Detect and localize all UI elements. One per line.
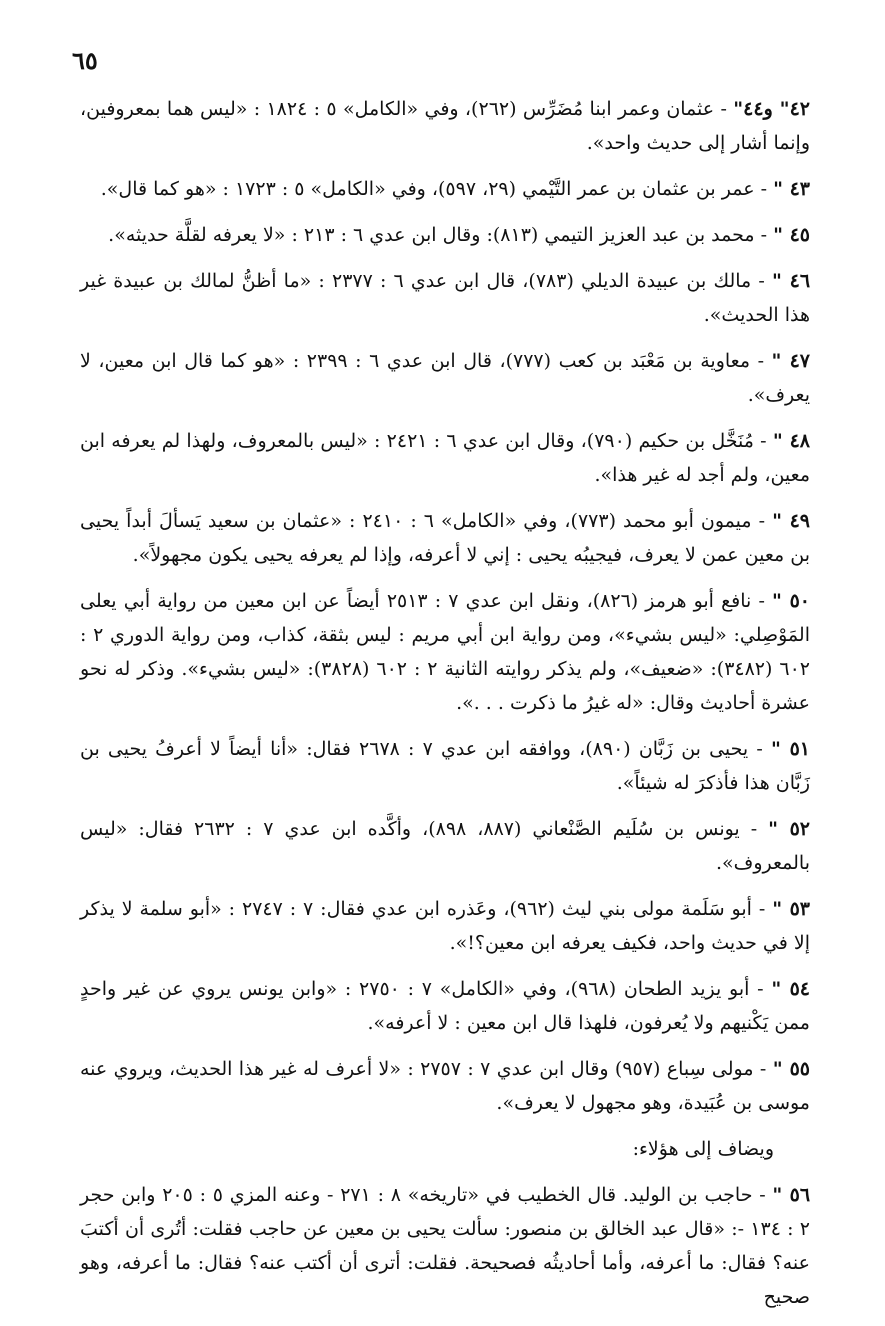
entry-50 (80, 584, 810, 720)
body-text (80, 92, 810, 1326)
entry-52 (80, 812, 810, 880)
entry-number: ٥٥ " (772, 1058, 811, 1080)
entry-45 (80, 218, 810, 252)
entry-text: - حاجب بن الوليد. قال الخطيب في «تاريخه» ٨ : ٢٧١ - وعنه المزي ٥ : ٢٠٥ وابن حجر ٢ : ١٣٤ -: «قال عبد الخالق بن منصور: سألت يحيى بن معين عن حاجب فقلت: أتُرى أن أكتبَ عنه؟ فقال: ما أعرفه، وأما أحاديثُه فصحيحة. فقلت: أترى أن أكتب عنه؟ فقال: ما أعرفه، وهو صحيح (80, 1184, 810, 1308)
entry-text: - أبو سَلَمة مولى بني ليث (٩٦٢)، وعَذره ابن عدي فقال: ٧ : ٢٧٤٧ : «أبو سلمة لا يذكر إلا في حديث واحد، فكيف يعرفه ابن معين؟!». (80, 898, 810, 954)
entry-46 (80, 264, 810, 332)
entry-56 (80, 1178, 810, 1314)
entry-text: - نافع أبو هرمز (٨٢٦)، ونقل ابن عدي ٧ : ٢٥١٣ أيضاً عن ابن معين من رواية أبي يعلى المَوْصِلي: «ليس بشيء»، ومن رواية ابن أبي مريم : ليس بثقة، كذاب، ومن رواية الدوري ٢ : ٦٠٢ (٣٤٨٢): «ضعيف»، ولم يذكر روايته الثانية ٢ : ٦٠٢ (٣٨٢٨): «ليس بشيء». وذكر له نحو عشرة أحاديث وقال: «له غيرُ ما ذكرت . . .». (80, 590, 811, 714)
entry-text: - يحيى بن زَبَّان (٨٩٠)، ووافقه ابن عدي ٧ : ٢٦٧٨ فقال: «أنا أيضاً لا أعرفُ يحيى بن زَبَّان هذا فأذكرَ له شيئاً». (80, 738, 810, 794)
section-intro (80, 1132, 810, 1166)
entry-text: - معاوية بن مَعْبَد بن كعب (٧٧٧)، قال ابن عدي ٦ : ٢٣٩٩ : «هو كما قال ابن معين، لا يعرف». (80, 350, 810, 406)
entry-text: - محمد بن عبد العزيز التيمي (٨١٣): وقال ابن عدي ٦ : ٢١٣ : «لا يعرفه لقلَّة حديثه». (108, 224, 774, 246)
entry-number: ٤٥ " (773, 224, 810, 246)
entry-number: ٥٤ " (771, 978, 811, 1000)
entry-text: - عثمان وعمر ابنا مُضَرِّس (٢٦٢)، وفي «الكامل» ٥ : ١٨٢٤ : «ليس هما بمعروفين، وإنما أشار إلى حديث واحد». (80, 98, 810, 154)
entry-number: ٥١ " (770, 738, 810, 760)
entry-55 (80, 1052, 810, 1120)
entry-text: - يونس بن سُلَيم الصَّنْعاني (٨٨٧، ٨٩٨)، وأكَّده ابن عدي ٧ : ٢٦٣٢ فقال: «ليس بالمعروف». (80, 818, 810, 874)
entry-43 (80, 172, 810, 206)
entry-text: - أبو يزيد الطحان (٩٦٨)، وفي «الكامل» ٧ : ٢٧٥٠ : «وابن يونس يروي عن غير واحدٍ ممن يَكْنيهم ولا يُعرفون، فلهذا قال ابن معين : لا أعرفه». (80, 978, 810, 1034)
entry-text: - مالك بن عبيدة الديلي (٧٨٣)، قال ابن عدي ٦ : ٢٣٧٧ : «ما أظنُّ لمالك بن عبيدة غير هذا الحديث». (80, 270, 810, 326)
entry-number: ٥٣ " (772, 898, 810, 920)
entry-49 (80, 504, 810, 572)
entry-54 (80, 972, 810, 1040)
entry-number: ٤٧ " (771, 350, 810, 372)
page-number: ٦٥ (72, 46, 98, 75)
entry-text: - مُنَخَّل بن حكيم (٧٩٠)، وقال ابن عدي ٦ : ٢٤٢١ : «ليس بالمعروف، ولهذا لم يعرفه ابن معين، ولم أجد له غير هذا». (80, 430, 810, 486)
entry-text: - عمر بن عثمان بن عمر التَّيْمي (٢٩، ٥٩٧)، وفي «الكامل» ٥ : ١٧٢٣ : «هو كما قال». (100, 178, 774, 200)
entry-48 (80, 424, 810, 492)
entry-47 (80, 344, 810, 412)
entry-text: ويضاف إلى هؤلاء: (632, 1138, 774, 1160)
entry-number: ٤٦ " (771, 270, 811, 292)
entry-text: - ميمون أبو محمد (٧٧٣)، وفي «الكامل» ٦ : ٢٤١٠ : «عثمان بن سعيد يَسألَ أبداً يحيى بن معين عمن لا يعرف، فيجيبُه يحيى : إني لا أعرفه، وإذا لم يعرفه يحيى يكون مجهولاً». (80, 510, 810, 566)
entry-number: ٤٣ " (773, 178, 810, 200)
entry-number: ٥٢ " (768, 818, 811, 840)
entry-42-44 (80, 92, 810, 160)
entry-51 (80, 732, 810, 800)
entry-number: ٤٢" و٤٤" (733, 98, 810, 120)
entry-text: - مولى سِباع (٩٥٧) وقال ابن عدي ٧ : ٢٧٥٧ : «لا أعرف له غير هذا الحديث، ويروي عنه موسى بن عُبَيدة، وهو مجهول لا يعرف». (80, 1058, 810, 1114)
entry-number: ٥٦ " (772, 1184, 811, 1206)
entry-number: ٤٩ " (772, 510, 811, 532)
entry-number: ٤٨ " (772, 430, 811, 452)
entry-53 (80, 892, 810, 960)
entry-number: ٥٠ " (771, 590, 810, 612)
